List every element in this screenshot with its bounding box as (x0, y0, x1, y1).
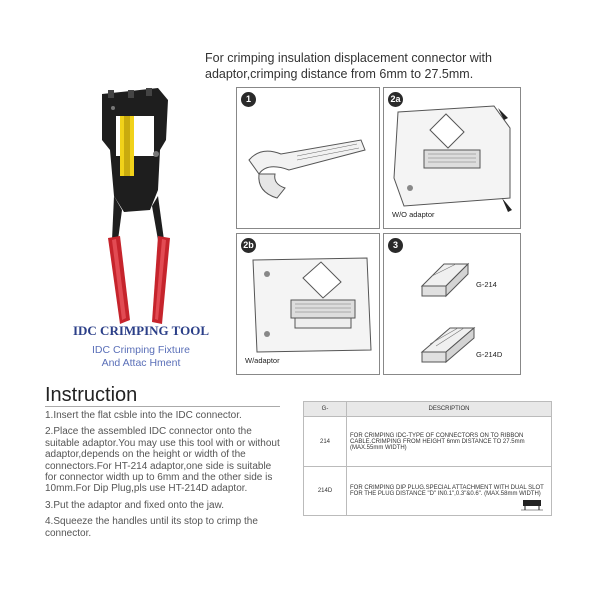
table-header-description: DESCRIPTION (347, 402, 552, 417)
panel-2b-label: W/adaptor (245, 356, 280, 365)
table-cell-description (347, 467, 552, 516)
panel-2a-badge: 2a (388, 92, 403, 107)
panel-step-2a (383, 87, 521, 229)
table-row (304, 467, 552, 516)
panel-3-label-top: G-214 (476, 280, 497, 289)
table-cell-description-text: FOR CRIMPING DIP PLUG.SPECIAL ATTACHMENT WITH DUAL SLOT FOR THE PLUG DISTANCE "D" IN0.1",0.3"&0.6". (MAX.58mm WIDTH) (350, 485, 544, 497)
panel-step-2b (236, 233, 380, 375)
dip-plug-diagram-icon (519, 498, 547, 512)
table-cell-description: FOR CRIMPING IDC-TYPE OF CONNECTORS ON TO RIBBON CABLE.CRIMPING FROM HEIGHT 6mm DISTANCE TO 27.5mm (MAX.55mm WIDTH) (347, 417, 552, 467)
table-cell-code: 214 (304, 417, 347, 467)
panel-step-3 (383, 233, 521, 375)
product-subtitle-line1: IDC Crimping Fixture (91, 344, 191, 356)
instruction-divider (45, 406, 280, 407)
table-header-code: G- (304, 402, 347, 417)
product-subtitle-line2: And Attac Hment (101, 357, 181, 369)
product-subtitle (66, 344, 216, 370)
instruction-step-1: 1.Insert the flat csble into the IDC connector. (45, 410, 242, 421)
instruction-steps (45, 410, 283, 544)
panel-1-badge: 1 (241, 92, 256, 107)
crimping-tool-image (80, 80, 200, 330)
product-title: IDC CRIMPING TOOL (72, 323, 210, 338)
top-caption: For crimping insulation displacement connector with adaptor,crimping distance from 6mm to 27.5mm. (205, 51, 492, 81)
panel-2a-label: W/O adaptor (392, 210, 435, 219)
panel-step-1 (236, 87, 380, 229)
table-header-row (304, 402, 552, 417)
instruction-step-4: 4.Squeeze the handles until its stop to crimp the connector. (45, 516, 258, 539)
instruction-title: Instruction (45, 384, 138, 406)
instruction-step-3: 3.Put the adaptor and fixed onto the jaw. (45, 499, 225, 511)
panel-3-badge: 3 (388, 238, 403, 253)
table-row (304, 417, 552, 467)
table-cell-code: 214D (304, 467, 347, 516)
spec-table (303, 401, 552, 516)
panel-3-label-bottom: G-214D (476, 350, 503, 359)
instruction-step-2: 2.Place the assembled IDC connector onto the suitable adaptor.You may use this tool with or without adaptor,depends on the height or width of the connectors.For HT-214 adaptor,one side is suitable for connector width up to 6mm and the other side is 10mm.For Dip Plug,pls use HT-214D adaptor. (45, 426, 280, 495)
panel-2b-badge: 2b (241, 238, 256, 253)
